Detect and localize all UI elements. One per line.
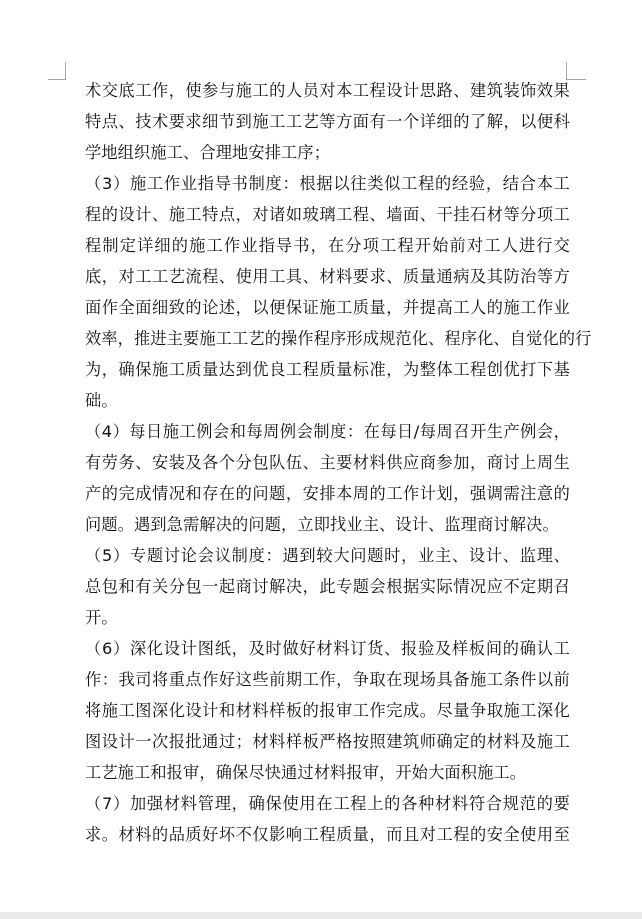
text-line-6: 程制定详细的施工作业指导书，在分项工程开始前对工人进行交: [85, 236, 570, 255]
page-bottom-edge: [0, 912, 642, 919]
text-line-22: 图设计一次报批通过；材料样板严格按照建筑师确定的材料及施工: [85, 732, 570, 751]
text-line-15: 问题。遇到急需解决的问题，立即找业主、设计、监理商讨解决。: [85, 515, 559, 534]
text-line-1: 术交底工作，使参与施工的人员对本工程设计思路、建筑装饰效果: [85, 81, 570, 100]
text-line-25: 求。材料的品质好坏不仅影响工程质量，而且对工程的安全使用至: [85, 825, 570, 844]
text-line-19: （6）深化设计图纸，及时做好材料订货、报验及样板间的确认工: [85, 639, 570, 658]
text-line-18: 开。: [85, 608, 118, 627]
text-line-17: 总包和有关分包一起商讨解决，此专题会根据实际情况应不定期召: [85, 577, 570, 596]
text-line-9: 效率，推进主要施工工艺的操作程序形成规范化、程序化、自觉化的行: [85, 329, 592, 348]
text-line-21: 将施工图深化设计和材料样板的报审工作完成。尽量争取施工深化: [85, 701, 570, 720]
text-line-20: 作：我司将重点作好这些前期工作，争取在现场具备施工条件以前: [85, 670, 570, 689]
text-line-8: 面作全面细致的论述，以便保证施工质量，并提高工人的施工作业: [85, 298, 570, 317]
crop-mark-top-left-vertical: [65, 62, 66, 80]
text-line-5: 程的设计、施工特点，对诸如玻璃工程、墙面、干挂石材等分项工: [85, 205, 570, 224]
text-line-14: 产的完成情况和存在的问题，安排本周的工作计划，强调需注意的: [85, 484, 570, 503]
text-line-11: 础。: [85, 391, 118, 410]
text-line-2: 特点、技术要求细节到施工工艺等方面有一个详细的了解，以便科: [85, 112, 570, 131]
crop-mark-top-left-horizontal: [48, 79, 66, 80]
text-line-12: （4）每日施工例会和每周例会制度：在每日/每周召开生产例会，: [85, 422, 570, 441]
text-line-23: 工艺施工和报审，确保尽快通过材料报审，开始大面积施工。: [85, 763, 527, 782]
text-line-16: （5）专题讨论会议制度：遇到较大问题时，业主、设计、监理、: [85, 546, 570, 565]
text-line-4: （3）施工作业指导书制度：根据以往类似工程的经验，结合本工: [85, 174, 570, 193]
text-line-7: 底，对工工艺流程、使用工具、材料要求、质量通病及其防治等方: [85, 267, 570, 286]
text-line-3: 学地组织施工、合理地安排工序；: [85, 143, 331, 162]
text-line-13: 有劳务、安装及各个分包队伍、主要材料供应商参加，商讨上周生: [85, 453, 570, 472]
document-body: [85, 78, 592, 853]
text-line-10: 为，确保施工质量达到优良工程质量标准，为整体工程创优打下基: [85, 360, 570, 379]
text-line-24: （7）加强材料管理，确保使用在工程上的各种材料符合规范的要: [85, 794, 570, 813]
